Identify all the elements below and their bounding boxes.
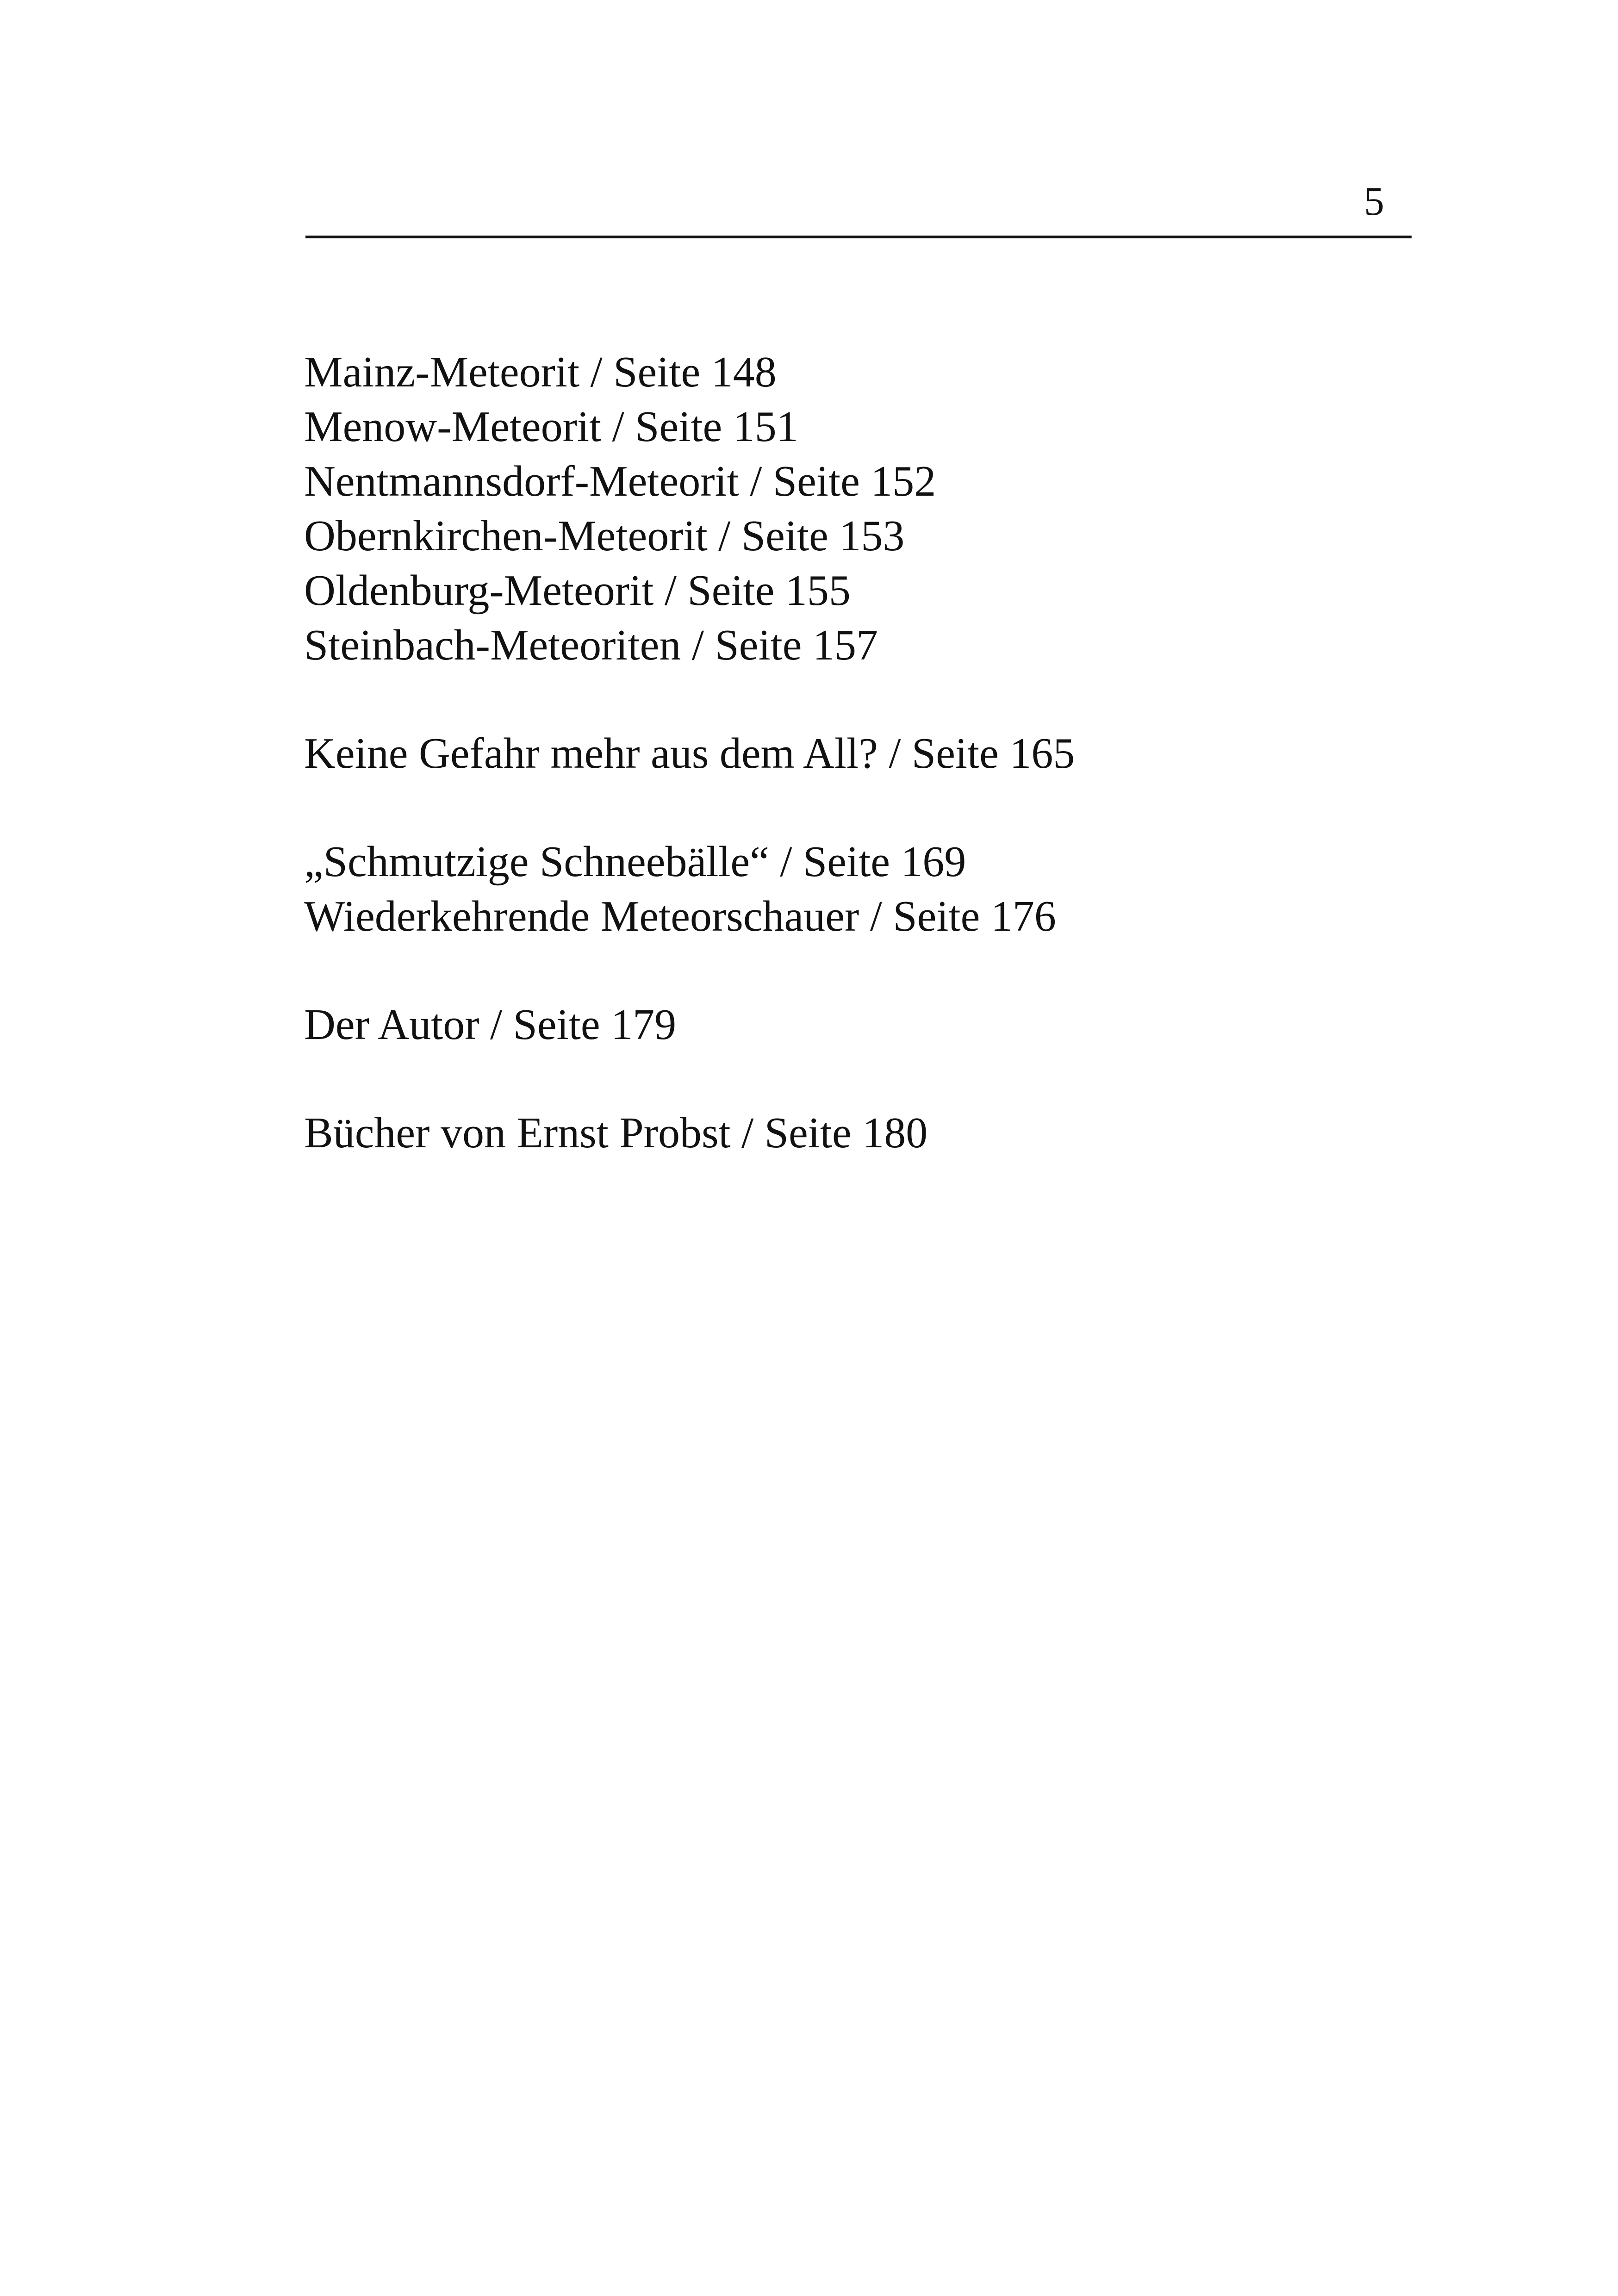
toc-entry: Wiederkehrende Meteorschauer / Seite 176 [304,892,1056,940]
toc-entry: Keine Gefahr mehr aus dem All? / Seite 165 [304,729,1075,778]
toc-entry: Oldenburg-Meteorit / Seite 155 [304,566,851,615]
toc-entry: „Schmutzige Schneebälle“ / Seite 169 [304,838,966,886]
toc-group-comets [304,834,1461,944]
toc-entry: Nentmannsdorf-Meteorit / Seite 152 [304,457,936,505]
toc-group-meteorites [304,345,1461,672]
header-rule [305,236,1412,238]
toc-entry: Bücher von Ernst Probst / Seite 180 [304,1109,928,1157]
toc-entry: Menow-Meteorit / Seite 151 [304,403,798,451]
toc-group-books [304,1106,1461,1160]
toc-group-danger [304,726,1461,781]
page-number: 5 [1364,179,1384,224]
table-of-contents [304,345,1461,1214]
toc-entry: Steinbach-Meteoriten / Seite 157 [304,621,878,669]
toc-entry: Der Autor / Seite 179 [304,1001,677,1049]
toc-entry: Mainz-Meteorit / Seite 148 [304,348,777,396]
toc-group-author [304,997,1461,1052]
toc-entry: Obernkirchen-Meteorit / Seite 153 [304,512,905,560]
